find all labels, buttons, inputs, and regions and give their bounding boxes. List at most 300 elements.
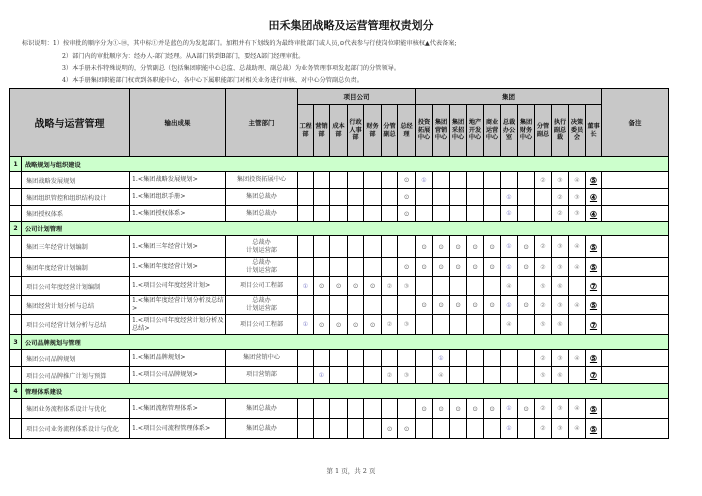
approval-cell <box>484 399 501 419</box>
final-approval-mark: ⑤ <box>589 262 598 272</box>
header-role-column: 地产开发中心 <box>467 105 484 157</box>
approval-cell <box>501 350 518 367</box>
approval-cell <box>569 296 586 315</box>
approval-cell <box>382 277 398 296</box>
responsible-dept: 项目公司工程部 <box>226 315 298 335</box>
approval-cell <box>586 277 602 296</box>
approval-cell <box>314 296 330 315</box>
initiator-mark: ① <box>438 354 444 362</box>
approval-cell <box>330 419 348 439</box>
participate-icon: ⊙ <box>523 242 529 251</box>
approval-cell <box>552 172 569 189</box>
approval-cell <box>382 236 398 258</box>
approval-cell <box>552 367 569 384</box>
remark-cell <box>602 296 669 315</box>
participate-icon: ⊙ <box>438 301 444 309</box>
approval-cell <box>484 236 501 258</box>
item-name: 集团年度经营计划编制 <box>22 258 130 277</box>
row-index-cell <box>10 350 22 367</box>
approval-cell <box>569 419 586 439</box>
approval-cell <box>518 367 535 384</box>
approval-cell <box>484 277 501 296</box>
approval-step-mark: ④ <box>574 301 580 309</box>
remark-cell <box>602 236 669 258</box>
approval-cell <box>535 315 552 335</box>
item-name: 项目公司品牌推广计划与预算 <box>22 367 130 384</box>
approval-cell <box>298 236 314 258</box>
output-deliverable: 1.<项目公司年度经营计划> <box>130 277 226 296</box>
participate-icon: ⊙ <box>438 242 444 251</box>
approval-cell <box>552 277 569 296</box>
participate-icon: ⊙ <box>421 404 427 413</box>
approval-cell <box>518 296 535 315</box>
final-approval-mark: ⑤ <box>589 175 598 185</box>
approval-cell <box>586 367 602 384</box>
approval-step-mark: ③ <box>403 282 410 290</box>
approval-step-mark: ② <box>557 193 563 201</box>
output-deliverable: 1.<集团授权体系> <box>130 206 226 222</box>
approval-cell <box>467 277 484 296</box>
approval-cell <box>348 367 364 384</box>
item-name: 集团经营计划分析与总结 <box>22 296 130 315</box>
approval-cell <box>501 277 518 296</box>
participate-icon: ⊙ <box>403 424 410 433</box>
approval-cell <box>535 258 552 277</box>
approval-step-mark: ③ <box>557 176 563 184</box>
item-name: 集团业务流程体系设计与优化 <box>22 399 130 419</box>
output-deliverable: 1.<集团三年经营计划> <box>130 236 226 258</box>
approval-cell <box>433 399 450 419</box>
final-approval-mark: ④ <box>589 192 598 202</box>
legend-note-2: 2）部门内的审批顺序为：经办人-部门经理。从A部门转到B部门，要经A部门经理审批。 <box>62 53 305 60</box>
participate-icon: ⊙ <box>472 301 478 309</box>
responsible-dept: 集团投资拓展中心 <box>226 172 298 189</box>
approval-cell <box>586 189 602 206</box>
approval-step-mark: ③ <box>557 263 563 271</box>
approval-cell <box>467 350 484 367</box>
approval-cell <box>398 172 416 189</box>
header-role-column: 商业运营中心 <box>484 105 501 157</box>
row-index-cell <box>10 172 22 189</box>
approval-cell <box>398 315 416 335</box>
output-deliverable: 1.<项目公司品牌规划> <box>130 367 226 384</box>
approval-cell <box>569 189 586 206</box>
item-name: 集团三年经营计划编制 <box>22 236 130 258</box>
approval-cell <box>298 189 314 206</box>
participate-icon: ⊙ <box>352 320 359 329</box>
participate-icon: ⊙ <box>455 242 461 251</box>
table-row <box>10 296 669 315</box>
approval-cell <box>330 258 348 277</box>
approval-cell <box>348 258 364 277</box>
section-title: 战略规划与组织建设 <box>22 157 669 172</box>
participate-icon: ⊙ <box>489 301 495 309</box>
approval-cell <box>467 236 484 258</box>
approval-cell <box>348 296 364 315</box>
approval-cell <box>382 206 398 222</box>
approval-cell <box>433 206 450 222</box>
output-deliverable: 1.<集团战略发展规划> <box>130 172 226 189</box>
approval-cell <box>314 236 330 258</box>
participate-icon: ⊙ <box>318 320 325 329</box>
approval-cell <box>518 350 535 367</box>
table-row <box>10 172 669 189</box>
approval-cell <box>398 236 416 258</box>
legend-note-3: 3）本手册未作特殊说明的，分管副总（包括集团职能中心总监、总裁助理、副总裁）为业务管理事项发起部门的分管领导。 <box>62 65 401 72</box>
section-header-row <box>10 384 669 399</box>
header-role-column: 集团营销中心 <box>433 105 450 157</box>
approval-step-mark: ③ <box>557 243 563 250</box>
approval-cell <box>382 172 398 189</box>
approval-cell <box>314 172 330 189</box>
responsible-dept: 集团营销中心 <box>226 350 298 367</box>
approval-cell <box>552 296 569 315</box>
header-role-column: 分管副总 <box>535 105 552 157</box>
approval-cell <box>398 258 416 277</box>
approval-step-mark: ② <box>540 243 546 250</box>
participate-icon: ⊙ <box>318 282 325 290</box>
approval-cell <box>314 189 330 206</box>
approval-step-mark: ③ <box>557 425 563 432</box>
table-row <box>10 277 669 296</box>
approval-cell <box>569 315 586 335</box>
approval-cell <box>501 367 518 384</box>
approval-step-mark: ③ <box>557 301 563 309</box>
header-role-column: 成本部 <box>330 105 348 157</box>
section-number: 4 <box>10 384 22 399</box>
output-deliverable: 1.<集团流程管理体系> <box>130 399 226 419</box>
approval-cell <box>586 296 602 315</box>
approval-cell <box>364 172 382 189</box>
approval-cell <box>364 236 382 258</box>
responsible-dept: 项目营销部 <box>226 367 298 384</box>
approval-cell <box>348 277 364 296</box>
item-name: 集团公司品牌规划 <box>22 350 130 367</box>
header-group-project: 项目公司 <box>298 89 416 105</box>
approval-cell <box>501 419 518 439</box>
participate-icon: ⊙ <box>438 404 444 413</box>
approval-cell <box>467 399 484 419</box>
approval-cell <box>450 277 467 296</box>
approval-cell <box>552 350 569 367</box>
approval-cell <box>398 277 416 296</box>
approval-cell <box>330 206 348 222</box>
item-name: 集团授权体系 <box>22 206 130 222</box>
remark-cell <box>602 277 669 296</box>
approval-step-mark: ② <box>540 405 546 412</box>
approval-cell <box>382 296 398 315</box>
section-header-row <box>10 157 669 172</box>
remark-cell <box>602 419 669 439</box>
approval-cell <box>467 189 484 206</box>
final-approval-mark: ⑦ <box>589 319 598 330</box>
row-index-cell <box>10 277 22 296</box>
table-row <box>10 399 669 419</box>
final-approval-mark: ⑦ <box>589 281 598 291</box>
approval-cell <box>518 399 535 419</box>
table-row <box>10 367 669 384</box>
responsible-dept: 集团总裁办 <box>226 419 298 439</box>
final-approval-mark: ④ <box>589 208 598 219</box>
approval-cell <box>450 236 467 258</box>
approval-cell <box>484 296 501 315</box>
approval-step-mark: ③ <box>557 405 563 412</box>
remark-cell <box>602 172 669 189</box>
approval-cell <box>382 258 398 277</box>
header-remark: 备注 <box>602 89 669 157</box>
participate-icon: ⊙ <box>386 424 393 433</box>
participate-icon: ⊙ <box>403 209 410 218</box>
initiator-mark: ① <box>302 321 309 328</box>
initiator-mark: ① <box>506 243 512 250</box>
approval-cell <box>586 258 602 277</box>
approval-cell <box>552 419 569 439</box>
approval-cell <box>348 315 364 335</box>
approval-cell <box>382 399 398 419</box>
responsibility-table <box>9 88 669 439</box>
approval-cell <box>398 367 416 384</box>
approval-step-mark: ⑤ <box>540 321 546 328</box>
responsible-dept: 总裁办 计划运营部 <box>226 258 298 277</box>
approval-cell <box>501 315 518 335</box>
approval-cell <box>314 367 330 384</box>
approval-step-mark: ④ <box>574 425 580 432</box>
approval-cell <box>535 419 552 439</box>
approval-cell <box>535 277 552 296</box>
approval-cell <box>586 236 602 258</box>
participate-icon: ⊙ <box>369 320 376 329</box>
approval-cell <box>518 419 535 439</box>
header-role-column: 财务部 <box>364 105 382 157</box>
approval-cell <box>298 350 314 367</box>
approval-cell <box>552 315 569 335</box>
initiator-mark: ① <box>506 301 512 309</box>
approval-cell <box>298 315 314 335</box>
participate-icon: ⊙ <box>523 301 529 309</box>
approval-cell <box>569 350 586 367</box>
approval-cell <box>552 189 569 206</box>
approval-cell <box>298 258 314 277</box>
approval-cell <box>535 296 552 315</box>
approval-cell <box>348 236 364 258</box>
approval-cell <box>484 206 501 222</box>
approval-cell <box>330 172 348 189</box>
approval-cell <box>382 419 398 439</box>
row-index-cell <box>10 399 22 419</box>
section-header-row <box>10 222 669 236</box>
approval-cell <box>298 367 314 384</box>
approval-cell <box>348 419 364 439</box>
approval-cell <box>586 172 602 189</box>
approval-cell <box>298 419 314 439</box>
approval-step-mark: ② <box>540 263 546 271</box>
approval-cell <box>398 350 416 367</box>
header-output: 输出成果 <box>130 89 226 157</box>
approval-cell <box>314 315 330 335</box>
header-group-group: 集团 <box>416 89 602 105</box>
approval-cell <box>416 172 433 189</box>
approval-cell <box>501 206 518 222</box>
approval-cell <box>467 296 484 315</box>
approval-cell <box>398 189 416 206</box>
participate-icon: ⊙ <box>472 404 478 413</box>
section-number: 2 <box>10 222 22 236</box>
header-main: 战略与运营管理 <box>10 89 130 157</box>
header-role-column: 执行副总裁 <box>552 105 569 157</box>
approval-cell <box>330 367 348 384</box>
approval-cell <box>586 315 602 335</box>
approval-cell <box>330 277 348 296</box>
header-role-column: 董事长 <box>586 105 602 157</box>
approval-cell <box>416 315 433 335</box>
approval-step-mark: ③ <box>574 210 580 217</box>
approval-cell <box>501 296 518 315</box>
initiator-mark: ① <box>506 210 512 217</box>
participate-icon: ⊙ <box>523 404 529 413</box>
approval-cell <box>314 206 330 222</box>
approval-step-mark: ② <box>540 176 546 184</box>
row-index-cell <box>10 419 22 439</box>
approval-cell <box>348 399 364 419</box>
header-role-column: 集团采招中心 <box>450 105 467 157</box>
header-role-column: 投资拓展中心 <box>416 105 433 157</box>
approval-cell <box>298 172 314 189</box>
header-role-column: 集团财务中心 <box>518 105 535 157</box>
table-row <box>10 206 669 222</box>
participate-icon: ⊙ <box>403 263 410 271</box>
approval-cell <box>450 206 467 222</box>
approval-cell <box>382 315 398 335</box>
remark-cell <box>602 189 669 206</box>
approval-cell <box>416 189 433 206</box>
responsible-dept: 项目公司工程部 <box>226 277 298 296</box>
participate-icon: ⊙ <box>489 263 495 271</box>
remark-cell <box>602 206 669 222</box>
approval-cell <box>314 258 330 277</box>
section-number: 1 <box>10 157 22 172</box>
header-role-column: 决策委员会 <box>569 105 586 157</box>
table-row <box>10 419 669 439</box>
initiator-mark: ① <box>318 371 325 379</box>
header-role-column: 总裁办公室 <box>501 105 518 157</box>
approval-cell <box>518 258 535 277</box>
section-header-row <box>10 335 669 350</box>
final-approval-mark: ⑤ <box>589 241 598 252</box>
approval-cell <box>416 350 433 367</box>
approval-cell <box>552 399 569 419</box>
approval-cell <box>433 350 450 367</box>
approval-step-mark: ④ <box>574 263 580 271</box>
approval-cell <box>450 399 467 419</box>
table-row <box>10 315 669 335</box>
approval-step-mark: ⑥ <box>557 371 563 379</box>
approval-cell <box>569 258 586 277</box>
approval-cell <box>467 206 484 222</box>
remark-cell <box>602 399 669 419</box>
approval-cell <box>450 350 467 367</box>
approval-cell <box>535 172 552 189</box>
approval-cell <box>484 367 501 384</box>
row-index-cell <box>10 258 22 277</box>
approval-cell <box>484 172 501 189</box>
approval-step-mark: ⑤ <box>540 371 546 379</box>
section-number: 3 <box>10 335 22 350</box>
approval-cell <box>518 189 535 206</box>
approval-cell <box>586 399 602 419</box>
approval-cell <box>501 189 518 206</box>
initiator-mark: ① <box>506 425 512 432</box>
section-title: 公司计划管理 <box>22 222 669 236</box>
approval-step-mark: ② <box>540 425 546 432</box>
participate-icon: ⊙ <box>438 263 444 271</box>
approval-cell <box>501 236 518 258</box>
approval-cell <box>535 206 552 222</box>
approval-step-mark: ② <box>386 371 393 379</box>
approval-cell <box>467 419 484 439</box>
participate-icon: ⊙ <box>421 263 427 271</box>
final-approval-mark: ⑤ <box>589 300 598 310</box>
approval-cell <box>382 350 398 367</box>
approval-step-mark: ② <box>540 354 546 362</box>
initiator-mark: ① <box>421 176 427 184</box>
output-deliverable: 1.<集团年度经营计划分析及总结> <box>130 296 226 315</box>
approval-cell <box>433 315 450 335</box>
approval-step-mark: ② <box>540 301 546 309</box>
approval-cell <box>433 236 450 258</box>
approval-cell <box>416 277 433 296</box>
approval-cell <box>552 258 569 277</box>
approval-cell <box>433 189 450 206</box>
table-row <box>10 189 669 206</box>
approval-cell <box>298 296 314 315</box>
responsible-dept: 集团总裁办 <box>226 399 298 419</box>
approval-cell <box>330 350 348 367</box>
approval-cell <box>484 258 501 277</box>
approval-step-mark: ④ <box>574 176 580 184</box>
table-row <box>10 350 669 367</box>
row-index-cell <box>10 189 22 206</box>
approval-cell <box>501 258 518 277</box>
header-role-column: 行政人事部 <box>348 105 364 157</box>
approval-cell <box>382 367 398 384</box>
output-deliverable: 1.<集团年度经营计划> <box>130 258 226 277</box>
final-approval-mark: ⑤ <box>589 423 598 434</box>
item-name: 项目公司经营计划分析与总结 <box>22 315 130 335</box>
item-name: 集团战略发展规划 <box>22 172 130 189</box>
section-title: 管理体系建设 <box>22 384 669 399</box>
participate-icon: ⊙ <box>455 301 461 309</box>
approval-step-mark: ③ <box>403 321 410 328</box>
participate-icon: ⊙ <box>455 404 461 413</box>
item-name: 集团组织管控和组织结构设计 <box>22 189 130 206</box>
approval-step-mark: ⑥ <box>557 282 563 290</box>
output-deliverable: 1.<项目公司年度经营计划分析及总结> <box>130 315 226 335</box>
remark-cell <box>602 367 669 384</box>
approval-cell <box>398 399 416 419</box>
approval-cell <box>586 419 602 439</box>
participate-icon: ⊙ <box>421 301 427 309</box>
approval-cell <box>467 258 484 277</box>
approval-cell <box>416 258 433 277</box>
page-footer: 第 1 页，共 2 页 <box>326 467 376 475</box>
approval-step-mark: ④ <box>506 282 512 290</box>
approval-cell <box>535 367 552 384</box>
approval-cell <box>364 189 382 206</box>
approval-cell <box>433 419 450 439</box>
approval-cell <box>518 277 535 296</box>
legend-note-1: 标识说明：1）按审批的顺序分为①-⑩，其中标①并是蓝色的为发起部门。加粗并有下划线的为最终审批部门或人员,⊙代表参与行使岗位职能审核权▲代表备案; <box>22 40 457 47</box>
approval-cell <box>314 350 330 367</box>
